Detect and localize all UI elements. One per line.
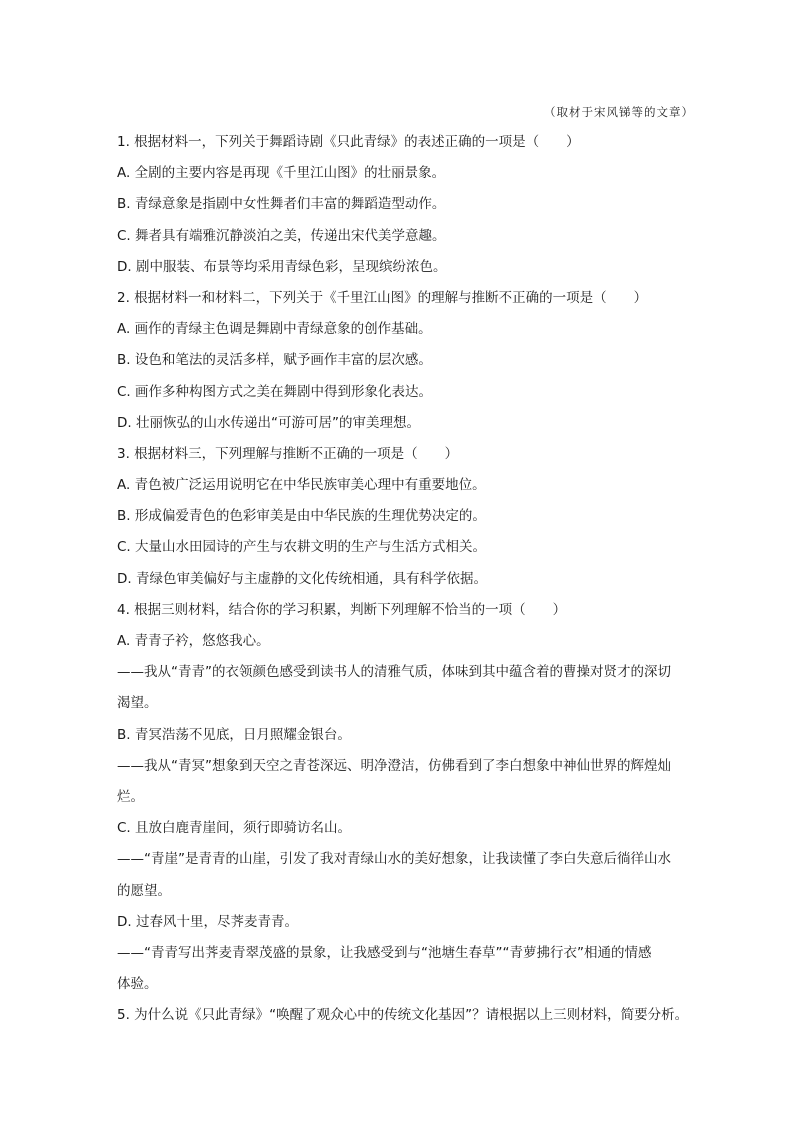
question-3-option-a: A. 青色被广泛运用说明它在中华民族审美心理中有重要地位。 [117,477,486,494]
question-1-option-d: D. 剧中服装、布景等均采用青绿色彩，呈现缤纷浓色。 [117,258,447,275]
question-3-option-b: B. 形成偏爱青色的色彩审美是由中华民族的生理优势决定的。 [117,508,486,525]
question-3-option-c: C. 大量山水田园诗的产生与农耕文明的生产与生活方式相关。 [117,539,487,556]
question-3-option-d: D. 青绿色审美偏好与主虚静的文化传统相通，具有科学依据。 [117,570,487,587]
question-4-option-b: B. 青冥浩荡不见底，日月照耀金银台。 [117,726,351,743]
source-note: （取材于宋风锑等的文章） [544,105,694,119]
question-4-comment-d-cont: 体验。 [117,976,158,993]
question-2-option-d: D. 壮丽恢弘的山水传递出“可游可居”的审美理想。 [117,414,420,431]
question-2-option-a: A. 画作的青绿主色调是舞剧中青绿意象的创作基础。 [117,321,432,338]
question-1-option-a: A. 全剧的主要内容是再现《千里江山图》的壮丽景象。 [117,165,446,182]
questions-section [117,127,707,1031]
question-4-comment-d: ——“青青写出荠麦青翠茂盛的景象，让我感受到与“池塘生春草”“青萝拂行衣”相通的情感 [117,944,652,961]
question-4-option-c: C. 且放白鹿青崖间，须行即骑访名山。 [117,820,352,837]
question-4-comment-b: ——我从“青冥”想象到天空之青苍深远、明净澄洁，仿佛看到了李白想象中神仙世界的辉煌灿 [117,757,671,774]
question-2-stem: 2. 根据材料一和材料二，下列关于《千里江山图》的理解与推断不正确的一项是（ ） [117,289,648,306]
question-4-comment-a: ——我从“青青”的衣领颜色感受到读书人的清雅气质，体味到其中蕴含着的曹操对贤才的深切 [117,664,671,681]
question-2-option-b: B. 设色和笔法的灵活多样，赋予画作丰富的层次感。 [117,352,432,369]
question-4-comment-c-cont: 的愿望。 [117,882,171,899]
question-4-comment-c: ——“青崖”是青青的山崖，引发了我对青绿山水的美好想象，让我读懂了李白失意后徜徉山水 [117,851,671,868]
question-4-comment-b-cont: 烂。 [117,788,144,805]
question-1-stem: 1. 根据材料一，下列关于舞蹈诗剧《只此青绿》的表述正确的一项是（ ） [117,134,580,150]
question-4-option-d: D. 过春风十里，尽荠麦青青。 [117,913,298,930]
question-5-stem: 5. 为什么说《只此青绿》“唤醒了观众心中的传统文化基因”？请根据以上三则材料，简要分析。 [117,1007,689,1024]
question-1-option-b: B. 青绿意象是指剧中女性舞者们丰富的舞蹈造型动作。 [117,196,446,213]
question-4-stem: 4. 根据三则材料，结合你的学习积累，判断下列理解不恰当的一项（ ） [117,601,567,618]
question-4-comment-a-cont: 渴望。 [117,695,158,712]
question-3-stem: 3. 根据材料三，下列理解与推断不正确的一项是（ ） [117,445,459,462]
question-4-option-a: A. 青青子衿，悠悠我心。 [117,633,270,649]
question-1-option-c: C. 舞者具有端雅沉静淡泊之美，传递出宋代美学意趣。 [117,227,446,244]
question-2-option-c: C. 画作多种构图方式之美在舞剧中得到形象化表达。 [117,383,433,400]
